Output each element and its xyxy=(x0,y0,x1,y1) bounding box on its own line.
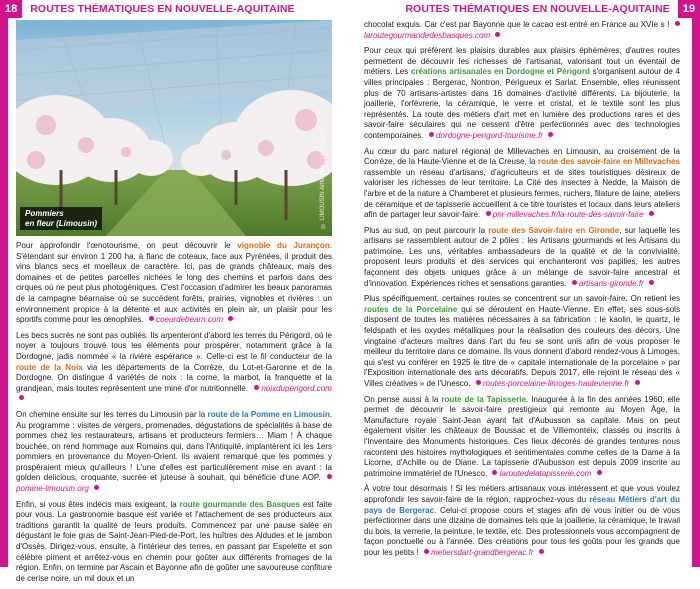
paragraph-jurancon: Pour approfondir l'œnotourisme, on peut découvrir le vignoble du Jurançon. S'étendant sur environ 1 200 ha, à flanc de coteaux, face aux Pyrénées, il produit des vins blancs secs et moelleux de caractère. Ici, pas de grands châteaux, mais des domaines et de petites parcelles nichées le long des chemins et parfois dans des cirques où ne peut plus photogéniques. C'est l'occasion d'admirer les beaux panoramas de la campagne béarnaise où se succèdent forêts, prairies, vignobles et rivières : un environnement propice à la détente et aux activités en plein air, un plaisir pour les sportifs comme pour les œnophiles. coeurdebearn.com xyxy=(16,241,332,325)
paragraph-creations: Pour ceux qui préfèrent les plaisirs durables aux plaisirs éphémères, d'autres routes permettent de découvrir les richesses de l'artisanat, valorisant tout un éventail de métiers. Les créations artisanales en Dordogne et Périgord s'organisent autour de 4 villes principales : Bergerac, Nontron, Périgueux et Sarlat. Ensemble, elles réunissent plus de 70 artisans-artistes dans 16 domaines d'activité différents. La bijouterie, la joaillerie, l'orfèvrerie, la céramique, le verre et cristal, et le textile sont les plus représentés. La route des métiers d'art met en lumière des productions rares et des savoir-faire séculaires qui ne cessent d'être perfectionnés avec des technologies contemporaines. dordogne-perigord-tourisme.fr xyxy=(364,46,681,140)
link-artisans-gironde[interactable]: artisans-gironde.fr xyxy=(578,278,644,288)
highlight-reseau-metiers-art: réseau Métiers d'art du pays de Bergerac xyxy=(364,494,680,515)
left-page-header xyxy=(0,0,345,18)
highlight-vignoble-jurancon: vignoble du Jurançon xyxy=(237,241,330,250)
pink-dot-icon xyxy=(254,385,259,390)
link-pomme-limousin[interactable]: pomme-limousin.org xyxy=(16,484,89,494)
paragraph-porcelaine: Plus spécifiquement, certaines routes se concentrent sur un savoir-faire. On retient les routes de la Porcelaine qui se déroulent en Haute-Vienne. En effet, ses sous-sols disposent de toutes les matières nécessaires à sa fabrication : le kaolin, le quartz, le feldspath et les oxydes métalliques pour la réalisation des couleurs des décors. Une vingtaine d'acteurs maîtres dans l'art du feu se sont unis afin de vous proposer le meilleur du territoire dans ce domaine. Ils vous donnent d'abord rendez-vous à Limoges, qui s'est vu conférer en 1925 le titre de « capitale internationale de la porcelaine » par l'Exposition internationale des arts décoratifs. Depuis 2017, elle rejoint le réseau des « Villes créatives » de l'Unesco. routes-porcelaine-limoges-hautevienne.fr xyxy=(364,294,680,388)
right-header-title: ROUTES THÉMATIQUES EN NOUVELLE-AQUITAINE xyxy=(405,3,670,15)
caption-line-2: en fleur (Limousin) xyxy=(25,218,97,228)
highlight-route-tapisserie: route de la Tapisserie xyxy=(441,394,526,404)
pink-dot-icon xyxy=(94,485,99,490)
right-column xyxy=(364,20,680,564)
paragraph-basques: Enfin, si vous êtes indécis mais exigeant, la route gourmande des Basques est faite pour vous. La gastronomie basque est variée et l'attachement de ses producteurs aux traditions garantit la qualité de leurs produits. Commencez par une pause salée en dégustant le foie gras de Saint-Jean-Pied-de-Port, les huîtres des Aldudes et le jambon d'Ossès. Dirigez-vous, ensuite, à l'intérieur des terres, en passant par Espelette et son célèbre piment et arrêtez-vous en chemin pour goûter aux différents fromages de la région. Enfin, on termine par Ascain et Bayonne afin de goûter une savoureuse confiture de cerise noire, un mil doux et un xyxy=(16,499,332,583)
photo-credit: © LIMOUSIN ArtMotion / Lézardrieux xyxy=(320,127,327,228)
pink-dot-icon xyxy=(327,474,332,479)
paragraph-tapisserie: On pense aussi à la route de la Tapisserie. Inaugurée à la fin des années 1960, elle permet de découvrir le savoir-faire prestigieux qui remonte au Moyen Âge, la Manufacture royale Saint-Jean ayant fait d'Aubusson sa capitale. Mais on peut également visiter les châteaux de Boussac et de Villemonteix, classés ou inscrits à l'Inventaire des Monuments historiques. Ces lieux décorés de grandes tentures nous racontent des histoires mythologiques et sentimentales comme celles de la Dame à la Licorne, d'Achille ou de Diane. La tapisserie d'Aubusson est depuis 2009 inscrite au patrimoine immatériel de l'Unesco. laroutedelatapisserie.com xyxy=(364,394,680,478)
left-header-title: ROUTES THÉMATIQUES EN NOUVELLE-AQUITAINE xyxy=(30,3,295,15)
highlight-route-millevaches: route des savoir-faire en Millevaches xyxy=(538,157,680,167)
pink-dot-icon xyxy=(635,380,640,385)
paragraph-millevaches: Au cœur du parc naturel régional de Millevaches en Limousin, au croisement de la Corrèze, de la Haute-Vienne et de la Creuse, la route des savoir-faire en Millevaches rassemble un réseau d'artisans, d'agriculteurs et de sites touristiques désireux de valoriser les richesses de leur territoire. La Cité des insectes à Nedde, la Maison de l'arbre et de la nature à Chamberet et plusieurs fermes, ruchers, filature de laine, ateliers de céramique et de tapisserie accueillent à ce titre touristes et locaux dans leurs ateliers afin de partager leur savoir-faire. pnr-millevaches.fr/la-route-des-savoir-faire xyxy=(364,146,680,220)
link-routes-porcelaine[interactable]: routes-porcelaine-limoges-hautevienne.fr xyxy=(483,379,630,388)
link-laroutegourmande[interactable]: laroutegourmandedesbasques.com xyxy=(364,30,491,40)
pink-dot-icon xyxy=(548,132,553,137)
left-page-edge xyxy=(0,0,8,567)
pink-dot-icon xyxy=(675,21,680,26)
pink-dot-icon xyxy=(476,380,481,385)
link-coeurdebearn[interactable]: coeurdebearn.com xyxy=(155,315,224,325)
left-column xyxy=(16,20,332,589)
link-dordogne-perigord[interactable]: dordogne-perigord-tourisme.fr xyxy=(436,130,543,140)
link-laroutedelatapisserie[interactable]: laroutedelatapisserie.com xyxy=(499,468,592,478)
right-page-edge xyxy=(692,0,700,567)
highlight-route-basques: route gourmande des Basques xyxy=(179,499,301,509)
pink-dot-icon xyxy=(572,280,577,285)
paragraph-noix: Les becs sucrés ne sont pas oubliés. Ils arpenteront d'abord les terres du Périgord, où le noyer a toujours trouvé tous les éléments pour prospérer, notamment grâce à la Dordogne, jadis nommée « la rivière espérance ». Celle-ci est le fil conducteur de la route de la Noix via les départements de la Corrèze, du Lot-et-Garonne et de la Dordogne. On distingue 4 variétés de noix : la corne, la marbot, la franquette et la grandjean, mais toutes représentent une mine d'or nutritionnelle. noixduperigord.com xyxy=(16,331,332,405)
link-pnr-millevaches[interactable]: pnr-millevaches.fr/la-route-des-savoir-faire xyxy=(492,210,644,220)
paragraph-gironde: Plus au sud, on peut parcourir la route des Savoir-faire en Gironde, sur laquelle les artisans se rassemblent autour de 2 pôles : les Artisans gourmands et les Artisans du patrimoine. Les uns, véritables ambassadeurs de la qualité et de la convivialité, proposent leurs produits et des services qui enchanteront vos papilles, les autres façonnent des objets uniques grâce à un mélange de savoir-faire ancestral et d'innovation. Expériences riches et sensations garanties. artisans-gironde.fr xyxy=(364,225,681,288)
orchard-illustration xyxy=(16,20,332,236)
highlight-creations-artisanales: créations artisanales en Dordogne et Périgord xyxy=(410,67,590,77)
pink-dot-icon xyxy=(486,211,491,216)
pink-dot-icon xyxy=(228,316,233,321)
pink-dot-icon xyxy=(149,316,154,321)
paragraph-bergerac: À votre tour désormais ! Si les métiers artisanaux vous intéressent et que vous voulez approfondir les savoir-faire de la région, rapprochez-vous du réseau Métiers d'art du pays de Bergerac. Celui-ci propose cours et stages afin de vous initier ou de vous perfectionner dans une dizaine de domaines tels que la joaillerie, la céramique, le travail du bois, la verrerie, la peinture, le textile, etc. Des professionnels vous accompagnent de façon ponctuelle ou à l'année. Des créations pour tous les goûts pour les grands que pour les petits ! metiersdart-grandbergerac.fr xyxy=(364,484,680,557)
pink-dot-icon xyxy=(649,211,654,216)
left-page-number: 18 xyxy=(0,0,22,18)
highlight-route-noix: route de la Noix xyxy=(16,362,83,372)
pink-dot-icon xyxy=(495,32,500,37)
pink-dot-icon xyxy=(649,280,654,285)
pink-dot-icon xyxy=(424,549,429,554)
orchard-photo xyxy=(16,20,332,236)
pink-dot-icon xyxy=(19,395,24,400)
paragraph-pomme: On chemine ensuite sur les terres du Limousin par la route de la Pomme en Limousin. Au programme : visites de vergers, promenades, dégustations de spécialités à base de pommes chez les restaurateurs, artisans et producteurs fermiers… Miam ! À chaque bouchée, on rend hommage aux Romains qui, dans l'Antiquité, implantèrent ici les 1ers pommiers en provenance du Moyen-Orient. Ils avaient remarqué que les pommes y prospéraient mieux qu'ailleurs ! L'une d'elles est particulièrement mise en avant : la golden delicious, croquante, sucrée et juteuse à souhait, qui bénéficie d'une AOP. pomme-limousin.org xyxy=(16,409,332,494)
highlight-routes-porcelaine: routes de la Porcelaine xyxy=(364,304,458,314)
right-page-header xyxy=(355,0,700,18)
pink-dot-icon xyxy=(492,470,497,475)
link-metiersdart-bergerac[interactable]: metiersdart-grandbergerac.fr xyxy=(431,547,534,557)
photo-caption xyxy=(20,207,102,230)
highlight-route-gironde: route des Savoir-faire en Gironde xyxy=(488,225,620,235)
caption-line-1: Pommiers xyxy=(25,209,64,218)
pink-dot-icon xyxy=(539,549,544,554)
right-page-number: 19 xyxy=(678,0,700,18)
paragraph-chocolat: chocolat exquis. Car c'est par Bayonne que le cacao est entré en France au XVIe s ! laroutegourmandedesbasques.com xyxy=(364,20,680,41)
highlight-route-pomme: route de la Pomme en Limousin xyxy=(207,409,330,419)
pink-dot-icon xyxy=(597,470,602,475)
pink-dot-icon xyxy=(429,132,434,137)
link-noixduperigord[interactable]: noixduperigord.com xyxy=(261,383,332,393)
